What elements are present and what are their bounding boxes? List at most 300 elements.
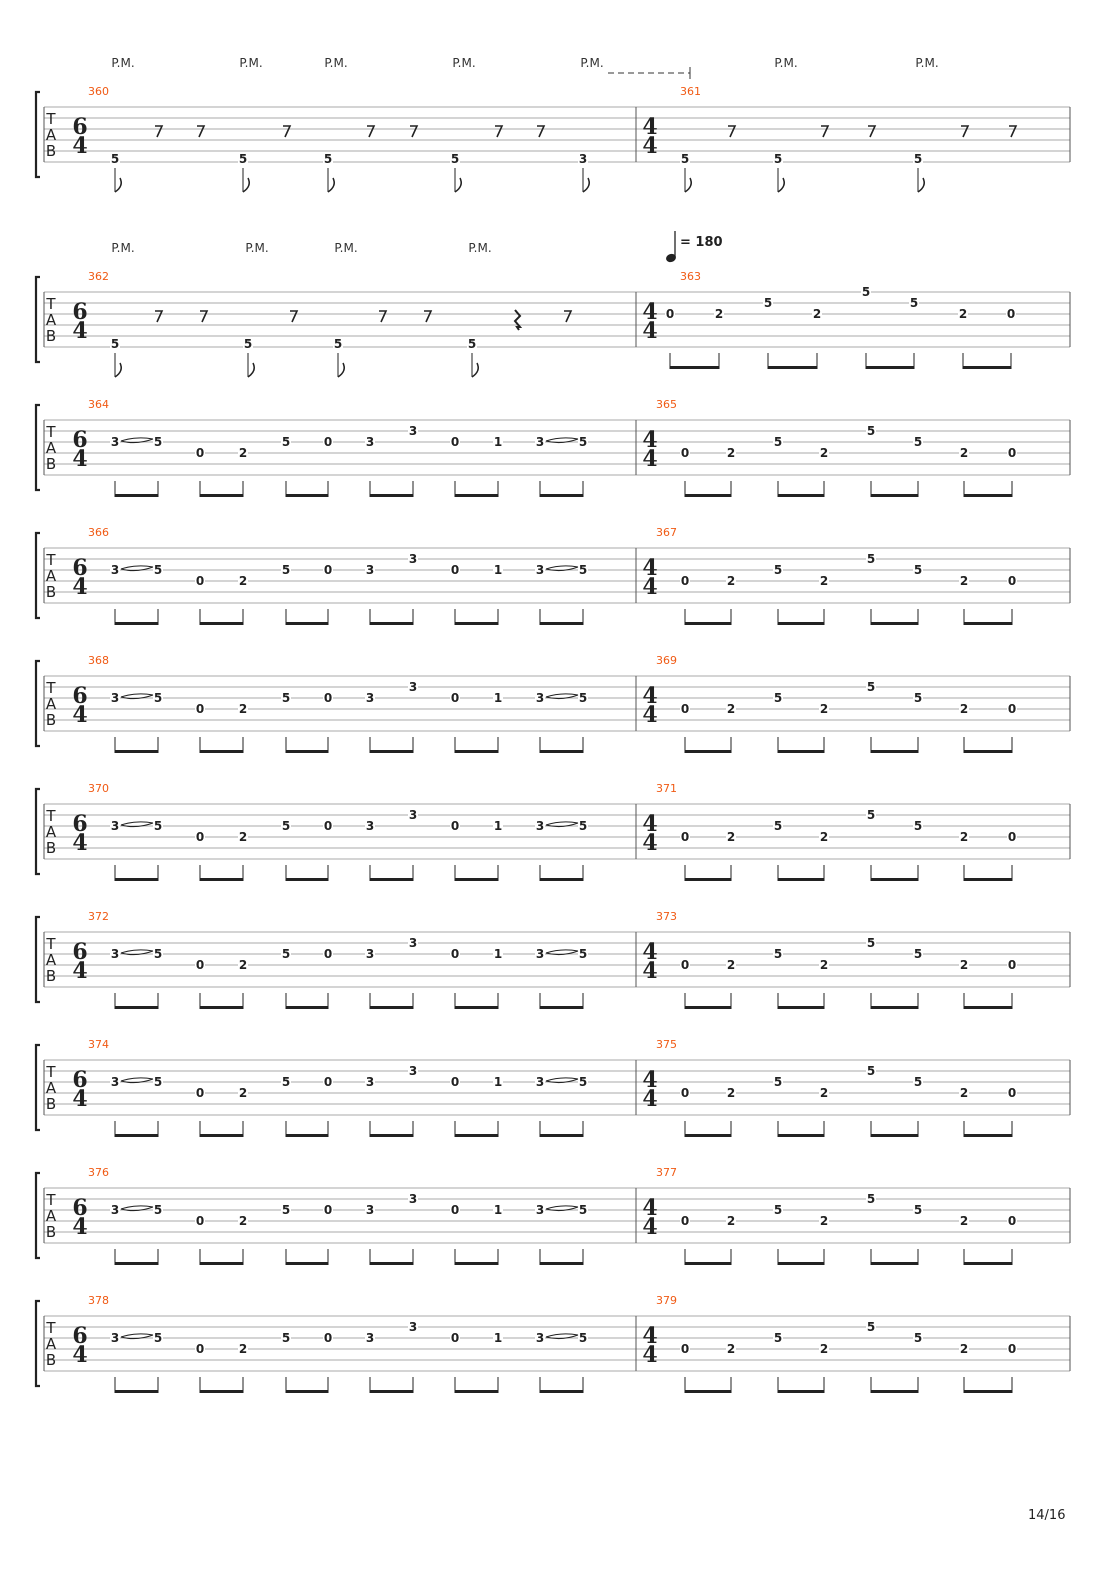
fret-number: 2 xyxy=(819,446,829,460)
time-signature-bottom: 4 xyxy=(642,830,658,856)
fret-number: 2 xyxy=(238,1086,248,1100)
fret-number: 2 xyxy=(726,1214,736,1228)
fret-number: 3 xyxy=(578,152,588,166)
fret-number: 0 xyxy=(680,574,690,588)
beam xyxy=(455,494,498,497)
fret-number: 5 xyxy=(578,947,588,961)
beam xyxy=(370,1262,413,1265)
eighth-rest xyxy=(728,126,735,137)
fret-number: 2 xyxy=(238,1342,248,1356)
fret-number: 2 xyxy=(726,1086,736,1100)
fret-number: 2 xyxy=(726,1342,736,1356)
fret-number: 1 xyxy=(493,435,503,449)
fret-number: 0 xyxy=(450,1075,460,1089)
time-signature-bottom: 4 xyxy=(642,1342,658,1368)
fret-number: 2 xyxy=(819,1086,829,1100)
beam xyxy=(455,622,498,625)
tab-system xyxy=(36,1294,1070,1393)
fret-number: 3 xyxy=(110,947,120,961)
fret-number: 5 xyxy=(281,1075,291,1089)
tab-system xyxy=(36,1166,1070,1265)
fret-number: 5 xyxy=(913,563,923,577)
beam xyxy=(866,366,914,369)
beam xyxy=(964,878,1012,881)
fret-number: 3 xyxy=(365,1331,375,1345)
time-signature-top: 4 xyxy=(642,299,658,325)
time-signature-top: 6 xyxy=(72,683,88,709)
fret-number: 3 xyxy=(365,819,375,833)
time-signature-top: 4 xyxy=(642,427,658,453)
tab-clef-letter: B xyxy=(45,711,57,729)
fret-number: 5 xyxy=(110,337,120,351)
fret-number: 0 xyxy=(1006,307,1016,321)
beam xyxy=(200,878,243,881)
note-flag xyxy=(583,178,589,192)
beam xyxy=(685,1006,731,1009)
fret-number: 2 xyxy=(959,958,969,972)
eighth-rest xyxy=(367,126,374,137)
fret-number: 5 xyxy=(913,691,923,705)
tab-system xyxy=(36,231,1070,377)
time-signature-bottom: 4 xyxy=(72,574,88,600)
fret-number: 5 xyxy=(680,152,690,166)
beam xyxy=(768,366,817,369)
tab-clef-letter: A xyxy=(45,439,57,457)
beam xyxy=(871,1006,918,1009)
fret-number: 2 xyxy=(819,574,829,588)
fret-number: 2 xyxy=(959,702,969,716)
fret-number: 2 xyxy=(726,446,736,460)
beam xyxy=(685,622,731,625)
fret-number: 0 xyxy=(665,307,675,321)
time-signature-bottom: 4 xyxy=(72,830,88,856)
tab-clef-letter: A xyxy=(45,1335,57,1353)
palm-mute-mark: P.M. xyxy=(452,56,476,70)
fret-number: 3 xyxy=(535,563,545,577)
beam xyxy=(964,750,1012,753)
fret-number: 2 xyxy=(958,307,968,321)
fret-number: 5 xyxy=(913,1203,923,1217)
system-bracket xyxy=(36,1301,40,1386)
system-bracket xyxy=(36,1045,40,1130)
fret-number: 3 xyxy=(110,1331,120,1345)
beam xyxy=(685,878,731,881)
fret-number: 5 xyxy=(281,563,291,577)
fret-number: 0 xyxy=(680,1342,690,1356)
beam xyxy=(871,878,918,881)
beam xyxy=(370,878,413,881)
fret-number: 5 xyxy=(913,1075,923,1089)
fret-number: 0 xyxy=(323,691,333,705)
eighth-rest xyxy=(197,126,204,137)
measure-number: 365 xyxy=(656,398,677,411)
system-bracket xyxy=(36,533,40,618)
fret-number: 0 xyxy=(450,819,460,833)
fret-number: 1 xyxy=(493,691,503,705)
measure-number: 373 xyxy=(656,910,677,923)
measure-number: 377 xyxy=(656,1166,677,1179)
beam xyxy=(200,622,243,625)
time-signature-bottom: 4 xyxy=(642,446,658,472)
fret-number: 3 xyxy=(110,435,120,449)
measure-number: 371 xyxy=(656,782,677,795)
fret-number: 5 xyxy=(913,152,923,166)
fret-number: 3 xyxy=(535,691,545,705)
beam xyxy=(778,1134,824,1137)
beam xyxy=(778,494,824,497)
tab-clef-letter: B xyxy=(45,967,57,985)
system-bracket xyxy=(36,789,40,874)
fret-number: 2 xyxy=(812,307,822,321)
tab-clef-letter: T xyxy=(46,295,56,313)
beam xyxy=(455,1390,498,1393)
beam xyxy=(778,622,824,625)
fret-number: 3 xyxy=(110,691,120,705)
time-signature-bottom: 4 xyxy=(642,1214,658,1240)
fret-number: 2 xyxy=(959,1086,969,1100)
fret-number: 2 xyxy=(819,958,829,972)
fret-number: 0 xyxy=(680,830,690,844)
tab-clef-letter: B xyxy=(45,1223,57,1241)
beam xyxy=(115,622,158,625)
beam xyxy=(200,494,243,497)
time-signature-bottom: 4 xyxy=(72,446,88,472)
beam xyxy=(778,1262,824,1265)
eighth-rest xyxy=(961,126,968,137)
fret-number: 5 xyxy=(773,1075,783,1089)
fret-number: 0 xyxy=(323,947,333,961)
palm-mute-mark: P.M. xyxy=(239,56,263,70)
palm-mute-mark: P.M. xyxy=(915,56,939,70)
fret-number: 5 xyxy=(467,337,477,351)
fret-number: 5 xyxy=(773,563,783,577)
fret-number: 5 xyxy=(866,808,876,822)
beam xyxy=(115,494,158,497)
time-signature-bottom: 4 xyxy=(72,702,88,728)
fret-number: 1 xyxy=(493,1331,503,1345)
tab-clef-letter: T xyxy=(46,807,56,825)
measure-number: 376 xyxy=(88,1166,109,1179)
tab-clef-letter: A xyxy=(45,567,57,585)
fret-number: 5 xyxy=(773,1331,783,1345)
eighth-rest xyxy=(564,311,571,322)
tab-clef-letter: T xyxy=(46,551,56,569)
measure-number: 361 xyxy=(680,85,701,98)
beam xyxy=(115,878,158,881)
time-signature-top: 6 xyxy=(72,427,88,453)
beam xyxy=(964,1390,1012,1393)
eighth-rest xyxy=(424,311,431,322)
note-flag xyxy=(918,178,924,192)
beam xyxy=(540,1390,583,1393)
tab-clef-letter: T xyxy=(46,1063,56,1081)
beam xyxy=(200,1134,243,1137)
fret-number: 5 xyxy=(153,435,163,449)
measure-number: 362 xyxy=(88,270,109,283)
quarter-rest xyxy=(515,310,520,330)
fret-number: 5 xyxy=(281,947,291,961)
beam xyxy=(685,494,731,497)
tab-clef-letter: T xyxy=(46,1319,56,1337)
fret-number: 3 xyxy=(535,947,545,961)
fret-number: 5 xyxy=(153,819,163,833)
palm-mute-mark: P.M. xyxy=(334,241,358,255)
time-signature-top: 6 xyxy=(72,299,88,325)
measure-number: 368 xyxy=(88,654,109,667)
fret-number: 0 xyxy=(450,947,460,961)
time-signature-bottom: 4 xyxy=(642,133,658,159)
system-bracket xyxy=(36,277,40,362)
beam xyxy=(455,1006,498,1009)
tab-clef-letter: B xyxy=(45,455,57,473)
fret-number: 5 xyxy=(153,1331,163,1345)
fret-number: 3 xyxy=(408,680,418,694)
beam xyxy=(964,622,1012,625)
tab-clef-letter: B xyxy=(45,839,57,857)
beam xyxy=(778,1006,824,1009)
fret-number: 0 xyxy=(195,446,205,460)
beam xyxy=(871,494,918,497)
eighth-rest xyxy=(537,126,544,137)
fret-number: 3 xyxy=(408,1064,418,1078)
beam xyxy=(685,1262,731,1265)
time-signature-bottom: 4 xyxy=(642,702,658,728)
beam xyxy=(871,1390,918,1393)
beam xyxy=(455,750,498,753)
fret-number: 5 xyxy=(578,563,588,577)
fret-number: 5 xyxy=(773,691,783,705)
fret-number: 5 xyxy=(153,691,163,705)
fret-number: 0 xyxy=(680,446,690,460)
beam xyxy=(200,750,243,753)
beam xyxy=(370,622,413,625)
fret-number: 3 xyxy=(408,808,418,822)
beam xyxy=(964,1134,1012,1137)
note-flag xyxy=(685,178,691,192)
fret-number: 3 xyxy=(365,1203,375,1217)
fret-number: 5 xyxy=(773,1203,783,1217)
time-signature-bottom: 4 xyxy=(642,574,658,600)
fret-number: 5 xyxy=(578,435,588,449)
tab-clef-letter: A xyxy=(45,823,57,841)
beam xyxy=(200,1262,243,1265)
fret-number: 0 xyxy=(680,702,690,716)
beam xyxy=(370,1006,413,1009)
fret-number: 2 xyxy=(726,958,736,972)
fret-number: 2 xyxy=(238,830,248,844)
fret-number: 1 xyxy=(493,947,503,961)
fret-number: 0 xyxy=(323,435,333,449)
fret-number: 2 xyxy=(819,1342,829,1356)
fret-number: 0 xyxy=(450,691,460,705)
fret-number: 2 xyxy=(238,1214,248,1228)
beam xyxy=(286,494,328,497)
tab-clef-letter: B xyxy=(45,142,57,160)
note-flag xyxy=(115,178,121,192)
time-signature-top: 6 xyxy=(72,811,88,837)
beam xyxy=(200,1390,243,1393)
beam xyxy=(370,1134,413,1137)
tab-clef-letter: T xyxy=(46,935,56,953)
time-signature-top: 4 xyxy=(642,555,658,581)
fret-number: 5 xyxy=(773,435,783,449)
beam xyxy=(115,1134,158,1137)
eighth-rest xyxy=(155,126,162,137)
time-signature-top: 4 xyxy=(642,1067,658,1093)
fret-number: 0 xyxy=(1007,1086,1017,1100)
fret-number: 5 xyxy=(153,1203,163,1217)
time-signature-bottom: 4 xyxy=(642,1086,658,1112)
fret-number: 5 xyxy=(281,1203,291,1217)
tab-clef-letter: A xyxy=(45,1079,57,1097)
palm-mute-mark: P.M. xyxy=(468,241,492,255)
fret-number: 0 xyxy=(450,563,460,577)
fret-number: 5 xyxy=(773,819,783,833)
time-signature-top: 6 xyxy=(72,1195,88,1221)
fret-number: 5 xyxy=(333,337,343,351)
time-signature-top: 4 xyxy=(642,811,658,837)
fret-number: 3 xyxy=(535,1075,545,1089)
beam xyxy=(685,750,731,753)
fret-number: 3 xyxy=(110,1075,120,1089)
time-signature-top: 4 xyxy=(642,114,658,140)
fret-number: 3 xyxy=(365,947,375,961)
tab-clef-letter: T xyxy=(46,679,56,697)
fret-number: 0 xyxy=(195,958,205,972)
palm-mute-mark: P.M. xyxy=(774,56,798,70)
fret-number: 3 xyxy=(110,563,120,577)
note-flag xyxy=(338,363,344,377)
fret-number: 5 xyxy=(866,1192,876,1206)
fret-number: 0 xyxy=(195,1342,205,1356)
fret-number: 5 xyxy=(281,691,291,705)
eighth-rest xyxy=(200,311,207,322)
time-signature-top: 6 xyxy=(72,114,88,140)
fret-number: 5 xyxy=(153,947,163,961)
palm-mute-mark: P.M. xyxy=(111,56,135,70)
time-signature-bottom: 4 xyxy=(72,1214,88,1240)
tempo-marking: = 180 xyxy=(680,235,723,250)
tab-clef-letter: A xyxy=(45,126,57,144)
beam xyxy=(370,750,413,753)
tab-clef-letter: B xyxy=(45,1095,57,1113)
palm-mute-mark: P.M. xyxy=(324,56,348,70)
fret-number: 2 xyxy=(238,702,248,716)
fret-number: 5 xyxy=(866,424,876,438)
fret-number: 3 xyxy=(535,435,545,449)
beam xyxy=(286,1262,328,1265)
time-signature-top: 4 xyxy=(642,1323,658,1349)
fret-number: 5 xyxy=(866,552,876,566)
fret-number: 2 xyxy=(726,702,736,716)
tab-clef-letter: T xyxy=(46,423,56,441)
fret-number: 2 xyxy=(726,830,736,844)
fret-number: 3 xyxy=(365,435,375,449)
fret-number: 2 xyxy=(819,702,829,716)
system-bracket xyxy=(36,1173,40,1258)
fret-number: 0 xyxy=(450,435,460,449)
fret-number: 5 xyxy=(578,1331,588,1345)
note-flag xyxy=(115,363,121,377)
fret-number: 5 xyxy=(578,1203,588,1217)
beam xyxy=(670,366,719,369)
fret-number: 5 xyxy=(450,152,460,166)
tab-clef-letter: A xyxy=(45,695,57,713)
tab-system xyxy=(36,526,1070,625)
eighth-rest xyxy=(495,126,502,137)
beam xyxy=(964,1006,1012,1009)
fret-number: 3 xyxy=(110,819,120,833)
measure-number: 370 xyxy=(88,782,109,795)
fret-number: 5 xyxy=(773,152,783,166)
time-signature-bottom: 4 xyxy=(72,133,88,159)
note-flag xyxy=(778,178,784,192)
fret-number: 2 xyxy=(959,1214,969,1228)
beam xyxy=(964,494,1012,497)
fret-number: 1 xyxy=(493,819,503,833)
fret-number: 3 xyxy=(535,1203,545,1217)
time-signature-top: 6 xyxy=(72,555,88,581)
system-bracket xyxy=(36,661,40,746)
beam xyxy=(370,494,413,497)
time-signature-top: 4 xyxy=(642,939,658,965)
eighth-rest xyxy=(379,311,386,322)
measure-number: 379 xyxy=(656,1294,677,1307)
eighth-rest xyxy=(821,126,828,137)
beam xyxy=(286,1390,328,1393)
beam xyxy=(685,1134,731,1137)
palm-mute-mark: P.M. xyxy=(580,56,604,70)
fret-number: 0 xyxy=(323,1331,333,1345)
fret-number: 3 xyxy=(365,691,375,705)
tab-clef-letter: T xyxy=(46,110,56,128)
tab-system xyxy=(36,1038,1070,1137)
beam xyxy=(871,1134,918,1137)
measure-number: 369 xyxy=(656,654,677,667)
fret-number: 0 xyxy=(680,1214,690,1228)
measure-number: 366 xyxy=(88,526,109,539)
fret-number: 1 xyxy=(493,1075,503,1089)
palm-mute-mark: P.M. xyxy=(111,241,135,255)
beam xyxy=(778,750,824,753)
fret-number: 5 xyxy=(866,1064,876,1078)
beam xyxy=(115,1006,158,1009)
tab-clef-letter: T xyxy=(46,1191,56,1209)
fret-number: 5 xyxy=(153,563,163,577)
time-signature-top: 6 xyxy=(72,1323,88,1349)
beam xyxy=(871,1262,918,1265)
tab-clef-letter: B xyxy=(45,327,57,345)
time-signature-bottom: 4 xyxy=(642,318,658,344)
fret-number: 0 xyxy=(323,819,333,833)
fret-number: 5 xyxy=(913,1331,923,1345)
beam xyxy=(540,1262,583,1265)
measure-number: 367 xyxy=(656,526,677,539)
fret-number: 5 xyxy=(913,819,923,833)
fret-number: 0 xyxy=(323,1203,333,1217)
beam xyxy=(540,878,583,881)
beam xyxy=(115,1390,158,1393)
measure-number: 378 xyxy=(88,1294,109,1307)
time-signature-top: 4 xyxy=(642,1195,658,1221)
fret-number: 5 xyxy=(861,285,871,299)
fret-number: 2 xyxy=(238,958,248,972)
fret-number: 2 xyxy=(238,446,248,460)
beam xyxy=(200,1006,243,1009)
measure-number: 360 xyxy=(88,85,109,98)
fret-number: 3 xyxy=(408,1192,418,1206)
system-bracket xyxy=(36,405,40,490)
